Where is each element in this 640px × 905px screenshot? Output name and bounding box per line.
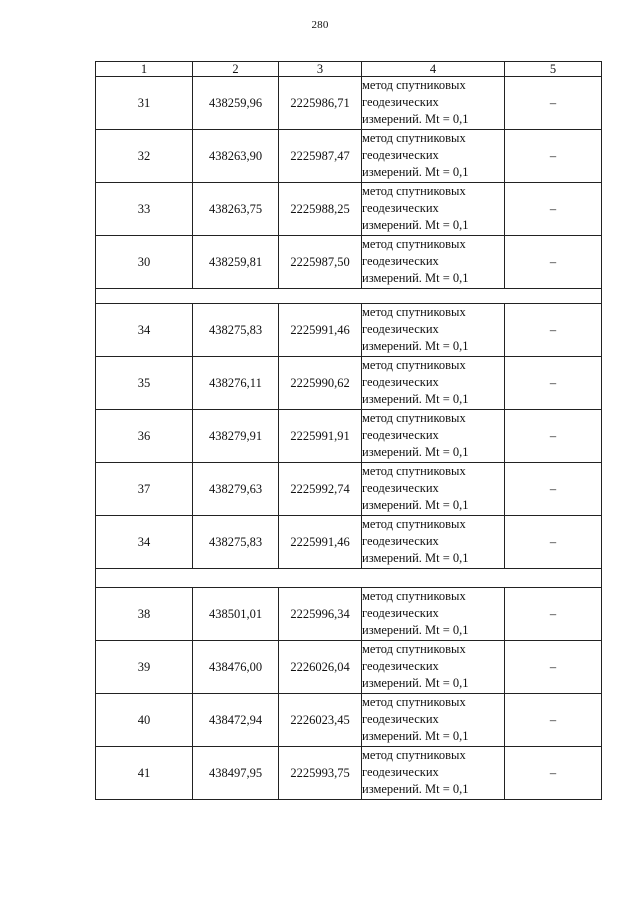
method-line: метод спутниковых (362, 411, 466, 425)
x-coordinate-cell: 438497,95 (193, 747, 279, 800)
method-line: геодезических (362, 534, 439, 549)
table-row (96, 588, 602, 641)
method-line: геодезических (362, 95, 439, 110)
method-line: измерений. Mt = 0,1 (362, 392, 469, 407)
x-coordinate-cell: 438275,83 (193, 304, 279, 357)
y-coordinate-cell: 2225991,46 (279, 304, 362, 357)
y-coordinate-cell: 2225988,25 (279, 183, 362, 236)
x-coordinate-cell: 438279,91 (193, 410, 279, 463)
method-line: измерений. Mt = 0,1 (362, 729, 469, 744)
method-line: измерений. Mt = 0,1 (362, 112, 469, 127)
table-row (96, 236, 602, 289)
point-number-cell: 31 (96, 77, 193, 130)
point-number-cell: 36 (96, 410, 193, 463)
point-number-cell: 34 (96, 516, 193, 569)
y-coordinate-cell: 2225992,74 (279, 463, 362, 516)
x-coordinate-cell: 438263,90 (193, 130, 279, 183)
x-coordinate-cell: 438279,63 (193, 463, 279, 516)
y-coordinate-cell: 2225996,34 (279, 588, 362, 641)
column-header-1: 1 (96, 62, 193, 77)
page-number: 280 (311, 19, 329, 31)
method-cell (362, 516, 505, 569)
table-row (96, 641, 602, 694)
description-cell: – (505, 304, 602, 357)
x-coordinate-cell: 438472,94 (193, 694, 279, 747)
y-coordinate-cell: 2225993,75 (279, 747, 362, 800)
method-line: метод спутниковых (362, 589, 466, 603)
point-number-cell: 33 (96, 183, 193, 236)
column-header-5: 5 (505, 62, 602, 77)
method-cell (362, 588, 505, 641)
method-line: метод спутниковых (362, 305, 466, 319)
x-coordinate-cell: 438259,96 (193, 77, 279, 130)
coordinates-table (95, 61, 602, 800)
method-cell (362, 463, 505, 516)
point-number-cell: 32 (96, 130, 193, 183)
method-line: измерений. Mt = 0,1 (362, 218, 469, 233)
table-row (96, 410, 602, 463)
x-coordinate-cell: 438263,75 (193, 183, 279, 236)
method-line: метод спутниковых (362, 358, 466, 372)
description-cell: – (505, 236, 602, 289)
method-line: измерений. Mt = 0,1 (362, 498, 469, 513)
y-coordinate-cell: 2225991,46 (279, 516, 362, 569)
point-number-cell: 38 (96, 588, 193, 641)
method-line: геодезических (362, 375, 439, 390)
method-cell (362, 183, 505, 236)
y-coordinate-cell: 2225987,50 (279, 236, 362, 289)
point-number-cell: 41 (96, 747, 193, 800)
description-cell: – (505, 641, 602, 694)
table-row (96, 747, 602, 800)
description-cell: – (505, 410, 602, 463)
y-coordinate-cell: 2225986,71 (279, 77, 362, 130)
method-cell (362, 357, 505, 410)
point-number-cell: 39 (96, 641, 193, 694)
table-header-row (96, 62, 602, 77)
description-cell: – (505, 183, 602, 236)
method-cell (362, 77, 505, 130)
description-cell: – (505, 694, 602, 747)
point-number-cell: 35 (96, 357, 193, 410)
description-cell: – (505, 77, 602, 130)
method-line: метод спутниковых (362, 517, 466, 531)
method-line: измерений. Mt = 0,1 (362, 782, 469, 797)
column-header-2: 2 (193, 62, 279, 77)
method-line: геодезических (362, 659, 439, 674)
y-coordinate-cell: 2225991,91 (279, 410, 362, 463)
method-cell (362, 694, 505, 747)
x-coordinate-cell: 438276,11 (193, 357, 279, 410)
y-coordinate-cell: 2226023,45 (279, 694, 362, 747)
method-line: измерений. Mt = 0,1 (362, 623, 469, 638)
point-number-cell: 34 (96, 304, 193, 357)
method-line: измерений. Mt = 0,1 (362, 339, 469, 354)
column-header-3: 3 (279, 62, 362, 77)
method-cell (362, 641, 505, 694)
table-row (96, 463, 602, 516)
table-body (96, 77, 602, 800)
separator-cell (96, 569, 602, 588)
table-row (96, 77, 602, 130)
column-header-4: 4 (362, 62, 505, 77)
separator-cell (96, 289, 602, 304)
method-line: измерений. Mt = 0,1 (362, 271, 469, 286)
point-number-cell: 30 (96, 236, 193, 289)
x-coordinate-cell: 438259,81 (193, 236, 279, 289)
description-cell: – (505, 516, 602, 569)
method-cell (362, 130, 505, 183)
method-line: метод спутниковых (362, 78, 466, 92)
method-cell (362, 304, 505, 357)
method-cell (362, 236, 505, 289)
description-cell: – (505, 463, 602, 516)
description-cell: – (505, 588, 602, 641)
method-line: метод спутниковых (362, 695, 466, 709)
table-row (96, 694, 602, 747)
x-coordinate-cell: 438501,01 (193, 588, 279, 641)
method-line: метод спутниковых (362, 464, 466, 478)
method-line: метод спутниковых (362, 184, 466, 198)
method-cell (362, 410, 505, 463)
method-line: метод спутниковых (362, 131, 466, 145)
contour-separator-row (96, 289, 602, 304)
y-coordinate-cell: 2226026,04 (279, 641, 362, 694)
method-line: измерений. Mt = 0,1 (362, 551, 469, 566)
table-row (96, 357, 602, 410)
method-line: геодезических (362, 765, 439, 780)
contour-separator-row (96, 569, 602, 588)
method-line: геодезических (362, 322, 439, 337)
method-line: геодезических (362, 481, 439, 496)
method-line: геодезических (362, 606, 439, 621)
point-number-cell: 37 (96, 463, 193, 516)
description-cell: – (505, 357, 602, 410)
x-coordinate-cell: 438476,00 (193, 641, 279, 694)
table-row (96, 183, 602, 236)
method-line: измерений. Mt = 0,1 (362, 445, 469, 460)
method-line: метод спутниковых (362, 642, 466, 656)
method-line: геодезических (362, 148, 439, 163)
x-coordinate-cell: 438275,83 (193, 516, 279, 569)
method-line: геодезических (362, 201, 439, 216)
point-number-cell: 40 (96, 694, 193, 747)
method-line: геодезических (362, 254, 439, 269)
method-line: метод спутниковых (362, 748, 466, 762)
method-line: измерений. Mt = 0,1 (362, 165, 469, 180)
method-line: измерений. Mt = 0,1 (362, 676, 469, 691)
description-cell: – (505, 747, 602, 800)
method-cell (362, 747, 505, 800)
table-row (96, 304, 602, 357)
y-coordinate-cell: 2225990,62 (279, 357, 362, 410)
y-coordinate-cell: 2225987,47 (279, 130, 362, 183)
table-row (96, 130, 602, 183)
method-line: геодезических (362, 712, 439, 727)
method-line: геодезических (362, 428, 439, 443)
method-line: метод спутниковых (362, 237, 466, 251)
table-row (96, 516, 602, 569)
description-cell: – (505, 130, 602, 183)
